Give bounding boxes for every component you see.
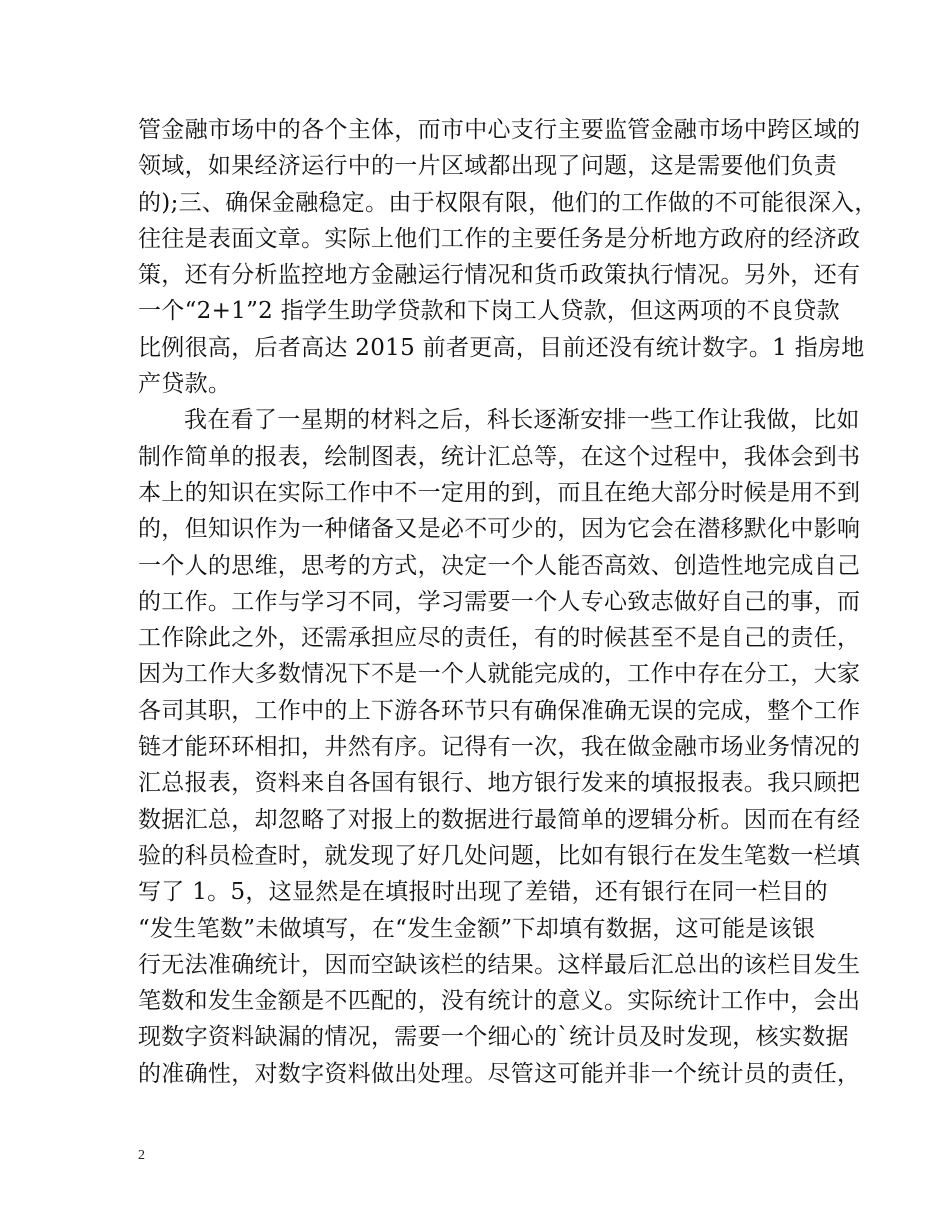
text-line: 往往是表面文章。实际上他们工作的主要任务是分析地方政府的经济政 [138, 225, 861, 252]
text-line: 行无法准确统计，因而空缺该栏的结果。这样最后汇总出的该栏目发生 [138, 951, 861, 978]
text-line: 的，但知识作为一种储备又是必不可少的，因为它会在潜移默化中影响 [138, 516, 861, 543]
text-line: 本上的知识在实际工作中不一定用的到，而且在绝大部分时候是用不到 [138, 479, 861, 506]
page-number: 2 [138, 1148, 145, 1163]
text-line: 比例很高，后者高达 2015 前者更高，目前还没有统计数字。1 指房地 [138, 334, 865, 361]
text-line: 链才能环环相扣，井然有序。记得有一次，我在做金融市场业务情况的 [138, 734, 861, 761]
text-line: 验的科员检查时，就发现了好几处问题，比如有银行在发生笔数一栏填 [138, 842, 861, 869]
text-line: 数据汇总，却忽略了对报上的数据进行最简单的逻辑分析。因而在有经 [138, 806, 861, 833]
body-text [138, 112, 878, 1092]
text-line: 各司其职，工作中的上下游各环节只有确保准确无误的完成，整个工作 [138, 697, 861, 724]
text-line: 我在看了一星期的材料之后，科长逐渐安排一些工作让我做，比如 [184, 407, 860, 434]
text-line: 策，还有分析监控地方金融运行情况和货币政策执行情况。另外，还有 [138, 262, 861, 289]
text-line: 现数字资料缺漏的情况，需要一个细心的`统计员及时发现，核实数据 [138, 1024, 849, 1051]
text-line: 产贷款。 [138, 371, 232, 398]
text-line: 一个人的思维，思考的方式，决定一个人能否高效、创造性地完成自己 [138, 552, 861, 579]
text-line: 领域，如果经济运行中的一片区域都出现了问题，这是需要他们负责 [138, 153, 837, 180]
text-line: 的工作。工作与学习不同，学习需要一个人专心致志做好自己的事，而 [138, 588, 861, 615]
text-line: 一个“2+1”2 指学生助学贷款和下岗工人贷款，但这两项的不良贷款 [138, 298, 840, 325]
text-line: 因为工作大多数情况下不是一个人就能完成的，工作中存在分工，大家 [138, 661, 861, 688]
text-line: 制作简单的报表，绘制图表，统计汇总等，在这个过程中，我体会到书 [138, 443, 861, 470]
text-line: 管金融市场中的各个主体，而市中心支行主要监管金融市场中跨区域的 [138, 117, 861, 143]
text-line: 写了 1。5，这显然是在填报时出现了差错，还有银行在同一栏目的 [138, 879, 828, 906]
text-line: “发生笔数”未做填写，在“发生金额”下却填有数据，这可能是该银 [138, 915, 816, 942]
text-line: 工作除此之外，还需承担应尽的责任，有的时候甚至不是自己的责任， [138, 625, 861, 652]
text-line: 的);三、确保金融稳定。由于权限有限，他们的工作做的不可能很深入， [138, 189, 878, 216]
text-line: 的准确性，对数字资料做出处理。尽管这可能并非一个统计员的责任， [138, 1060, 861, 1087]
text-line: 汇总报表，资料来自各国有银行、地方银行发来的填报报表。我只顾把 [138, 770, 861, 797]
text-line: 笔数和发生金额是不匹配的，没有统计的意义。实际统计工作中，会出 [138, 988, 861, 1015]
